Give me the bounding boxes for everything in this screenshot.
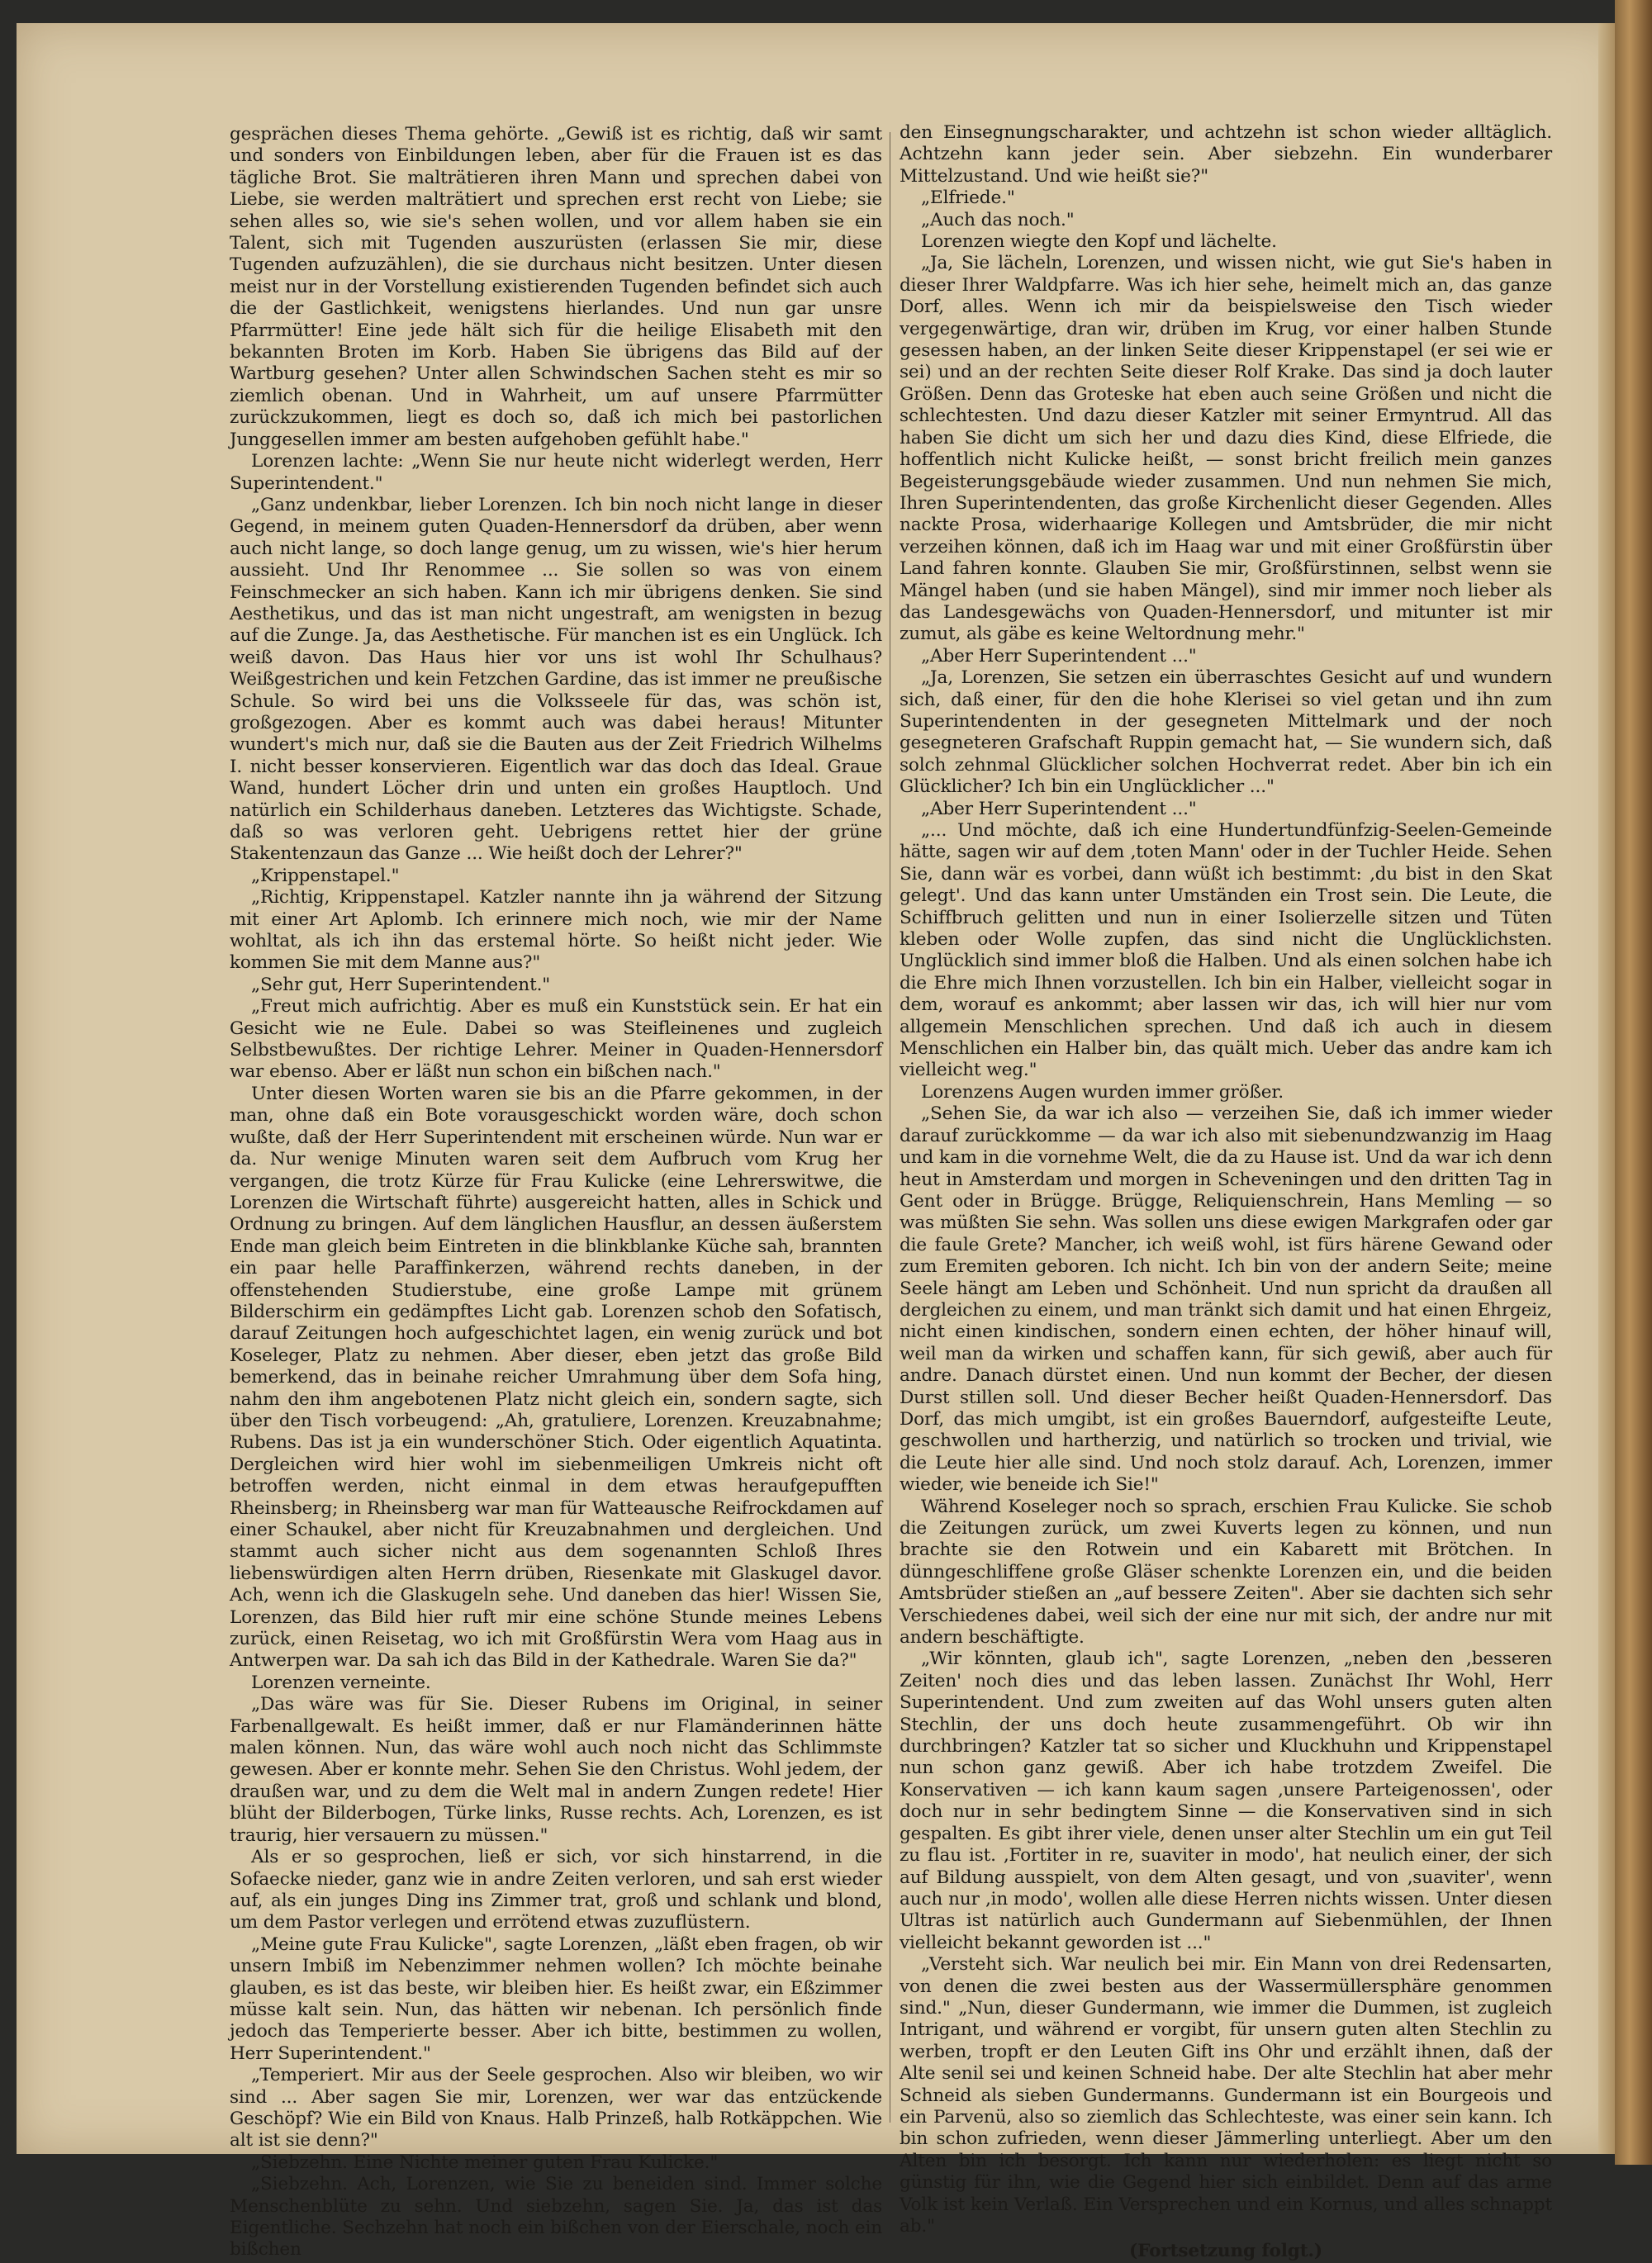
paragraph: Lorenzen wiegte den Kopf und lächelte.: [921, 231, 1277, 253]
paragraph: „Siebzehn. Ach, Lorenzen, wie Sie zu beneiden sind. Immer solche Menschenblüte zu sehn. Und siebzehn, sagen Sie. Ja, das ist das Eigentliche. Sechzehn hat noch ein bißchen von der Eierschale, noch ein bißchen: [230, 2174, 882, 2261]
paragraph: Lorenzen lachte: „Wenn Sie nur heute nicht widerlegt werden, Herr Superintendent.": [230, 451, 882, 494]
paragraph: „Richtig, Krippenstapel. Katzler nannte ihn ja während der Sitzung mit einer Art Aplomb. Ich erinnere mich noch, wie mir der Name wohltat, als ich ihn das erstemal hörte. So heißt nicht jeder. Wie kommen Sie mit dem Manne aus?": [230, 887, 882, 974]
paragraph: Als er so gesprochen, ließ er sich, vor sich hinstarrend, in die Sofaecke nieder, ganz wie in andre Zeiten verloren, und sah erst wieder auf, als ein junges Ding ins Zimmer trat, groß und schlank und blond, um dem Pastor verlegen und errötend etwas zuzuflüstern.: [230, 1847, 882, 1933]
paragraph: „Elfriede.": [921, 187, 1015, 209]
paragraph: „Siebzehn. Eine Nichte meiner guten Frau Kulicke.": [251, 2152, 719, 2173]
binding-edge: [1615, 0, 1652, 2165]
paragraph: „Sehr gut, Herr Superintendent.": [251, 974, 551, 995]
paragraph: „Wir könnten, glaub ich", sagte Lorenzen, „neben den ‚besseren Zeiten' noch dies und das leben lassen. Zunächst Ihr Wohl, Herr Superintendent. Und zum zweiten auf das Wohl unsers guten alten Stechlin, der uns doch heute zusammengeführt. Ob wir ihn durchbringen? Katzler tat so sicher und Kluckhuhn und Krippenstapel nun schon ganz gewiß. Aber ich habe trotzdem Zweifel. Die Konservativen — ich kann kaum sagen ‚unsere Parteigenossen', oder doch nur in sehr bedingtem Sinne — die Konservativen sind in sich gespalten. Es gibt ihrer viele, denen unser alter Stechlin um ein gut Teil zu flau ist. ‚Fortiter in re, suaviter in modo', hat neulich einer, der sich auf Bildung ausspielt, von dem Alten gesagt, und von ‚suaviter', wenn auch nur ‚in modo', wollen alle diese Herren nichts wissen. Unter diesen Ultras ist natürlich auch Gundermann auf Siebenmühlen, der Ihnen vielleicht bekannt geworden ist ...": [900, 1649, 1552, 1953]
paragraph: „Das wäre was für Sie. Dieser Rubens im Original, in seiner Farbenallgewalt. Es heißt immer, daß er nur Flamänderinnen hätte malen können. Nun, das wäre wohl auch noch nicht das Schlimmste gewesen. Aber er konnte mehr. Sehen Sie den Christus. Wohl jedem, der draußen war, und zu dem die Welt mal in andern Zungen redete! Hier blüht der Bilderbogen, Türke links, Russe rechts. Ach, Lorenzen, es ist traurig, hier versauern zu müssen.": [230, 1694, 882, 1846]
paragraph: „Auch das noch.": [921, 209, 1075, 230]
paragraph: Lorenzen verneinte.: [251, 1672, 431, 1693]
paragraph: „Versteht sich. War neulich bei mir. Ein Mann von drei Redensarten, von denen die zwei besten aus der Wassermüllersphäre genommen sind." „Nun, dieser Gundermann, wie immer die Dummen, ist zugleich Intrigant, und während er vorgibt, für unsern guten alten Stechlin zu werben, tropft er den Leuten Gift ins Ohr und erzählt ihnen, daß der Alte senil sei und keinen Schneid habe. Der alte Stechlin hat aber mehr Schneid als sieben Gundermanns. Gundermann ist ein Bourgeois und ein Parvenü, also so ziemlich das Schlechteste, was einer sein kann. Ich bin schon zufrieden, wenn dieser Jämmerling unterliegt. Aber um den Alten bin ich besorgt. Ich kann nur wiederholen: es liegt nicht so günstig für ihn, wie die Gegend hier sich einbildet. Denn auf das arme Volk ist kein Verlaß. Ein Versprechen und ein Kornus, und alles schnappt ab.": [900, 1954, 1552, 2237]
paragraph: „... Und möchte, daß ich eine Hundertundfünfzig-Seelen-Gemeinde hätte, sagen wir auf dem ‚toten Mann' oder in der Tuchler Heide. Sehen Sie, dann wär es vorbei, dann wüßt ich bestimmt: ‚du bist in den Skat gelegt'. Und das kann unter Umständen ein Trost sein. Die Leute, die Schiffbruch gelitten und nun in einer Isolierzelle sitzen und Tüten kleben oder Wolle zupfen, das sind nicht die Unglücklichsten. Unglücklich sind immer bloß die Halben. Und als einen solchen habe ich die Ehre mich Ihnen vorzustellen. Ich bin ein Halber, vielleicht sogar in dem, worauf es ankommt; aber lassen wir das, ich will hier nur vom allgemein Menschlichen sprechen. Und daß ich auch in diesem Menschlichen ein Halber bin, das quält mich. Ueber das andre kam ich vielleicht weg.": [900, 820, 1552, 1081]
paragraph: „Temperiert. Mir aus der Seele gesprochen. Also wir bleiben, wo wir sind ... Aber sagen Sie mir, Lorenzen, wer war das entzückende Geschöpf? Wie ein Bild von Knaus. Halb Prinzeß, halb Rotkäppchen. Wie alt ist sie denn?": [230, 2065, 882, 2152]
paragraph: den Einsegnungscharakter, und achtzehn ist schon wieder alltäglich. Achtzehn kann jeder sein. Aber siebzehn. Ein wunderbarer Mittelzustand. Und wie heißt sie?": [900, 122, 1552, 187]
right-column: [900, 122, 1552, 2263]
page-fold: [1598, 23, 1616, 2154]
paragraph: „Aber Herr Superintendent ...": [921, 645, 1197, 667]
paragraph: „Meine gute Frau Kulicke", sagte Lorenzen, „läßt eben fragen, ob wir unsern Imbiß im Nebenzimmer nehmen wollen? Ich möchte beinahe glauben, es ist das beste, wir bleiben hier. Es heißt zwar, ein Eßzimmer müsse kalt sein. Nun, das hätten wir nebenan. Ich persönlich finde jedoch das Temperierte besser. Aber ich bitte, bestimmen zu wollen, Herr Superintendent.": [230, 1933, 882, 2064]
paragraph: „Aber Herr Superintendent ...": [921, 798, 1197, 819]
paragraph: „Freut mich aufrichtig. Aber es muß ein Kunststück sein. Er hat ein Gesicht wie ne Eule. Dabei so was Steifleinenes und zugleich Selbstbewußtes. Der richtige Lehrer. Meiner in Quaden-Hennersdorf war ebenso. Aber er läßt nun schon ein bißchen nach.": [230, 996, 882, 1083]
continuation-note: (Fortsetzung folgt.): [1129, 2241, 1322, 2262]
paragraph: Lorenzens Augen wurden immer größer.: [921, 1081, 1284, 1103]
paragraph: Unter diesen Worten waren sie bis an die Pfarre gekommen, in der man, ohne daß ein Bote vorausgeschickt worden wäre, doch schon wußte, daß der Herr Superintendent mit erscheinen würde. Nun war er da. Nur wenige Minuten waren seit dem Aufbruch vom Krug her vergangen, die trotz Kürze für Frau Kulicke (eine Lehrerswitwe, die Lorenzen die Wirtschaft führte) ausgereicht hatten, alles in Schick und Ordnung zu bringen. Auf dem länglichen Hausflur, an dessen äußerstem Ende man gleich beim Eintreten in die blinkblanke Küche sah, brannten ein paar helle Paraffinkerzen, während rechts daneben, in der offenstehenden Studierstube, eine große Lampe mit grünem Bilderschirm ein gedämpftes Licht gab. Lorenzen schob den Sofatisch, darauf Zeitungen hoch aufgeschichtet lagen, ein wenig zurück und bot Koseleger, Platz zu nehmen. Aber dieser, eben jetzt das große Bild bemerkend, das in beinahe reicher Umrahmung über dem Sofa hing, nahm den ihm angebotenen Platz nicht gleich ein, sondern sagte, sich über den Tisch vorbeugend: „Ah, gratuliere, Lorenzen. Kreuzabnahme; Rubens. Das ist ja ein wunderschöner Stich. Oder eigentlich Aquatinta. Dergleichen wird hier wohl im siebenmeiligen Umkreis nicht oft betroffen werden, nicht einmal in dem etwas heraufgepufften Rheinsberg; in Rheinsberg war man für Watteausche Reifrockdamen auf einer Schaukel, aber nicht für Kreuzabnahmen und dergleichen. Und stammt auch sicher nicht aus dem sogenannten Schloß Ihres liebenswürdigen alten Herrn drüben, Riesenkate mit Glaskugel davor. Ach, wenn ich die Glaskugeln sehe. Und daneben das hier! Wissen Sie, Lorenzen, das Bild hier ruft mir eine schöne Stunde meines Lebens zurück, einen Reisetag, wo ich mit Großfürstin Wera vom Haag aus in Antwerpen war. Da sah ich das Bild in der Kathedrale. Waren Sie da?": [230, 1083, 882, 1672]
paragraph: „Ja, Lorenzen, Sie setzen ein überraschtes Gesicht auf und wundern sich, daß einer, für den die hohe Klerisei so viel getan und ihn zum Superintendenten in der gesegneten Mittelmark und der noch gesegneteren Grafschaft Ruppin gemacht hat, — Sie wundern sich, daß solch zehnmal Glücklicher solchen Hochverrat redet. Aber bin ich ein Glücklicher? Ich bin ein Unglücklicher ...": [900, 667, 1552, 798]
paragraph: „Ganz undenkbar, lieber Lorenzen. Ich bin noch nicht lange in dieser Gegend, in meinem guten Quaden-Hennersdorf da drüben, aber wenn auch nicht lange, so doch lange genug, um zu wissen, wie's hier herum aussieht. Und Ihr Renommee ... Sie sollen so was von einem Feinschmecker an sich haben. Kann ich mir übrigens denken. Sie sind Aesthetikus, und das ist man nicht ungestraft, am wenigsten in bezug auf die Zunge. Ja, das Aesthetische. Für manchen ist es ein Unglück. Ich weiß davon. Das Haus hier vor uns ist wohl Ihr Schulhaus? Weißgestrichen und kein Fetzchen Gardine, das ist immer ne preußische Schule. So wird bei uns die Volksseele für das, was schön ist, großgezogen. Aber es kommt auch was dabei heraus! Mitunter wundert's mich nur, daß sie die Bauten aus der Zeit Friedrich Wilhelms I. nicht besser konservieren. Eigentlich war das doch das Ideal. Graue Wand, hundert Löcher drin und unten ein großes Hauptloch. Und natürlich ein Schilderhaus daneben. Letzteres das Wichtigste. Schade, daß so was verloren geht. Uebrigens rettet hier der grüne Stakentenzaun das Ganze ... Wie heißt doch der Lehrer?": [230, 494, 882, 865]
paragraph: „Sehen Sie, da war ich also — verzeihen Sie, daß ich immer wieder darauf zurückkomme — da war ich also mit siebenundzwanzig im Haag und kam in die vornehme Welt, die da zu Hause ist. Und da war ich denn heut in Amsterdam und morgen in Scheveningen und den dritten Tag in Gent oder in Brügge. Brügge, Reliquienschrein, Hans Memling — so was müßten Sie sehn. Was sollen uns diese ewigen Markgrafen oder gar die faule Grete? Mancher, ich weiß wohl, ist fürs härene Gewand oder zum Eremiten geboren. Ich nicht. Ich bin von der andern Seite; meine Seele hängt am Leben und Schönheit. Und nun spricht da draußen all dergleichen zu einem, und man tränkt sich damit und hat einen Ehrgeiz, nicht einen kindischen, sondern einen echten, der höher hinauf will, weil man da wirken und schaffen kann, für sich gewiß, aber auch für andre. Danach dürstet einen. Und nun kommt der Becher, der diesen Durst stillen soll. Und dieser Becher heißt Quaden-Hennersdorf. Das Dorf, das mich umgibt, ist ein großes Bauerndorf, aufgesteifte Leute, geschwollen und hartherzig, und natürlich so trocken und trivial, wie die Leute hier alle sind. Und noch stolz darauf. Ach, Lorenzen, immer wieder, wie beneide ich Sie!": [900, 1103, 1553, 1496]
paragraph: „Ja, Sie lächeln, Lorenzen, und wissen nicht, wie gut Sie's haben in dieser Ihrer Waldpfarre. Was ich hier sehe, heimelt mich an, das ganze Dorf, alles. Wenn ich mir da beispielsweise den Tisch wieder vergegenwärtige, dran wir, drüben im Krug, vor einer halben Stunde gesessen haben, an der linken Seite dieser Krippenstapel (er sei wie er sei) und an der rechten Seite dieser Rolf Krake. Das sind ja doch lauter Größen. Denn das Groteske hat eben auch seine Größen und nicht die schlechtesten. Und dazu dieser Katzler mit seiner Ermyntrud. All das haben Sie dicht um sich her und dazu dies Kind, diese Elfriede, die hoffentlich nicht Kulicke heißt, — sonst bricht freilich mein ganzes Begeisterungsgebäude wieder zusammen. Und nun nehmen Sie mich, Ihren Superintendenten, das große Kirchenlicht dieser Gegenden. Alles nackte Prosa, widerhaarige Kollegen und Amtsbrüder, die mir nicht verzeihen können, daß ich im Haag war und mit einer Großfürstin über Land fahren konnte. Glauben Sie mir, Großfürstinnen, selbst wenn sie Mängel haben (und sie haben Mängel), sind mir immer noch lieber als das Landesgewächs von Quaden-Hennersdorf, und mitunter ist mir zumut, als gäbe es keine Weltordnung mehr.": [900, 253, 1552, 645]
paragraph: „Krippenstapel.": [251, 865, 400, 886]
left-column: [230, 124, 882, 2261]
paragraph: gesprächen dieses Thema gehörte. „Gewiß ist es richtig, daß wir samt und sonders von Einbildungen leben, aber für die Frauen ist es das tägliche Brot. Sie malträtieren ihren Mann und sprechen dabei von Liebe, sie werden malträtiert und sprechen erst recht von Liebe; sie sehen alles so, wie sie's sehen wollen, und vor allem haben sie ein Talent, sich mit Tugenden auszurüsten (erlassen Sie mir, diese Tugenden aufzuzählen), die sie durchaus nicht besitzen. Unter diesen meist nur in der Vorstellung existierenden Tugenden befindet sich auch die der Gastlichkeit, wenigstens hierlandes. Und nun gar unsre Pfarrmütter! Eine jede hält sich für die heilige Elisabeth mit den bekannten Broten im Korb. Haben Sie übrigens das Bild auf der Wartburg gesehen? Unter allen Schwindschen Sachen steht es mir so ziemlich obenan. Und in Wahrheit, um auf unsere Pfarrmütter zurückzukommen, liegt es doch so, daß ich mich bei pastorlichen Junggesellen immer am besten aufgehoben gefühlt habe.": [230, 124, 882, 450]
paragraph: Während Koseleger noch so sprach, erschien Frau Kulicke. Sie schob die Zeitungen zurück, um zwei Kuverts legen zu können, und nun brachte sie den Rotwein und ein Kabarett mit Brötchen. In dünngeschliffene große Gläser schenkte Lorenzen ein, und die beiden Amtsbrüder stießen an „auf bessere Zeiten". Aber sie dachten sich sehr Verschiedenes dabei, weil sich der eine nur mit sich, der andre nur mit andern beschäftigte.: [900, 1496, 1552, 1649]
